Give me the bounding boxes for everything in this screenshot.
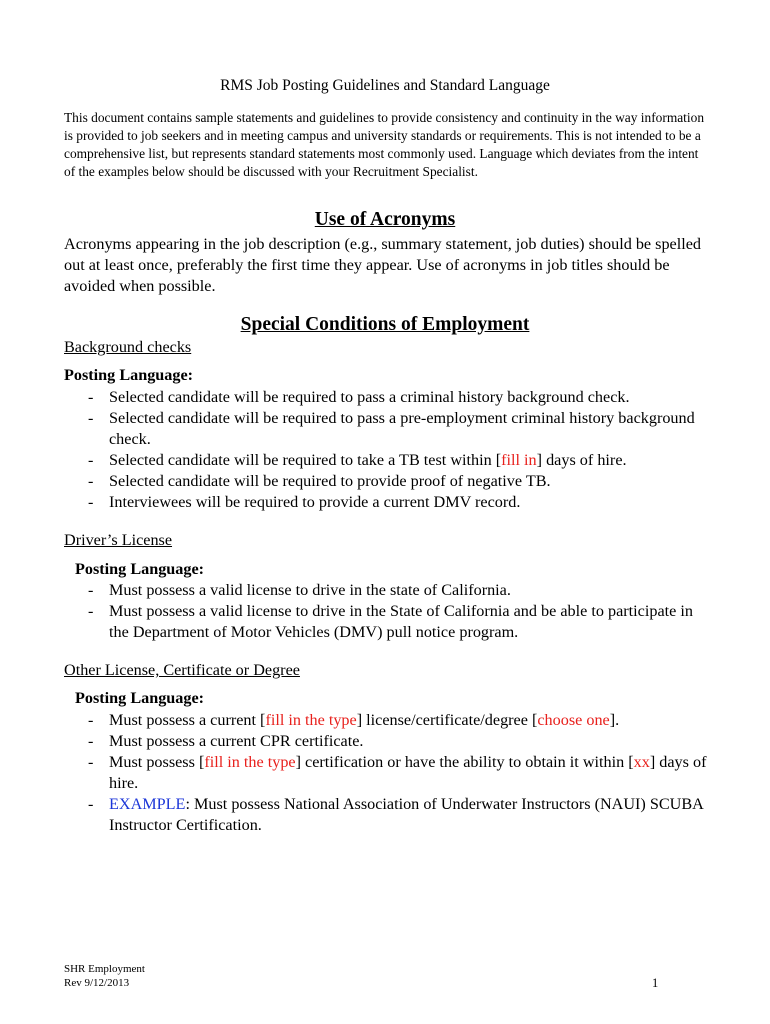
background-list — [64, 387, 714, 513]
dash-bullet: - — [88, 581, 94, 599]
other-posting-label: Posting Language: — [75, 689, 205, 707]
acronyms-paragraph: Acronyms appearing in the job description (e.g., summary statement, job duties) should be spelled out at least once, preferably the first time they appear. Use of acronyms in job titles should be avoided when possible. — [64, 235, 702, 295]
footer-revision: Rev 9/12/2013 — [64, 977, 130, 989]
placeholder-choose-one: choose one — [537, 711, 610, 729]
drivers-list — [64, 580, 714, 643]
list-item: - Selected candidate will be required to provide proof of negative TB. — [88, 472, 551, 490]
list-item: - Interviewees will be required to provide a current DMV record. — [88, 493, 521, 511]
acronyms-heading: Use of Acronyms — [314, 209, 456, 230]
footer-department: SHR Employment — [64, 963, 145, 975]
dash-bullet: - — [88, 451, 94, 469]
dash-bullet: - — [88, 388, 94, 406]
list-item: - EXAMPLE: Must possess National Association of Underwater Instructors (NAUI) SCUBA Instructor Certification. — [88, 795, 703, 834]
dash-bullet: - — [88, 753, 94, 771]
list-item: - Selected candidate will be required to pass a pre-employment criminal history background check. — [88, 409, 695, 448]
dash-bullet: - — [88, 409, 94, 427]
list-item: - Must possess a current CPR certificate. — [88, 732, 364, 750]
list-item: - Selected candidate will be required to pass a criminal history background check. — [88, 388, 630, 406]
list-item: - Must possess [fill in the type] certification or have the ability to obtain it within [xx] days of hire. — [88, 753, 707, 792]
dash-bullet: - — [88, 732, 94, 750]
dash-bullet: - — [88, 795, 94, 813]
example-label: EXAMPLE — [109, 795, 186, 813]
dash-bullet: - — [88, 602, 94, 620]
drivers-license-subheading: Driver’s License — [64, 531, 173, 549]
background-checks-subheading: Background checks — [64, 338, 192, 356]
placeholder-xx: xx — [633, 753, 650, 771]
document-title: RMS Job Posting Guidelines and Standard Language — [220, 77, 550, 94]
page-number: 1 — [652, 976, 659, 990]
footer — [64, 962, 145, 990]
dash-bullet: - — [88, 711, 94, 729]
placeholder-fill-in-type: fill in the type — [265, 711, 357, 729]
dash-bullet: - — [88, 493, 94, 511]
list-item: - Must possess a valid license to drive in the state of California. — [88, 581, 511, 599]
background-posting-label: Posting Language: — [64, 366, 194, 384]
special-conditions-heading: Special Conditions of Employment — [240, 314, 530, 335]
list-item: - Selected candidate will be required to take a TB test within [fill in] days of hire. — [88, 451, 627, 469]
list-item: - Must possess a valid license to drive in the State of California and be able to participate in the Department of Motor Vehicles (DMV) pull notice program. — [88, 602, 693, 641]
placeholder-fill-in-type: fill in the type — [204, 753, 296, 771]
drivers-posting-label: Posting Language: — [75, 560, 205, 578]
list-item: - Must possess a current [fill in the type] license/certificate/degree [choose one]. — [88, 711, 620, 729]
dash-bullet: - — [88, 472, 94, 490]
other-license-subheading: Other License, Certificate or Degree — [64, 661, 300, 679]
placeholder-fill-in: fill in — [501, 451, 537, 469]
other-list — [64, 710, 714, 836]
intro-paragraph: This document contains sample statements and guidelines to provide consistency and continuity in the way information is provided to job seekers and in meeting campus and university standards or requirements. This is not intended to be a comprehensive list, but represents standard statements most commonly used. Language which deviates from the intent of the examples below should be discussed with your Recruitment Specialist. — [64, 110, 705, 179]
